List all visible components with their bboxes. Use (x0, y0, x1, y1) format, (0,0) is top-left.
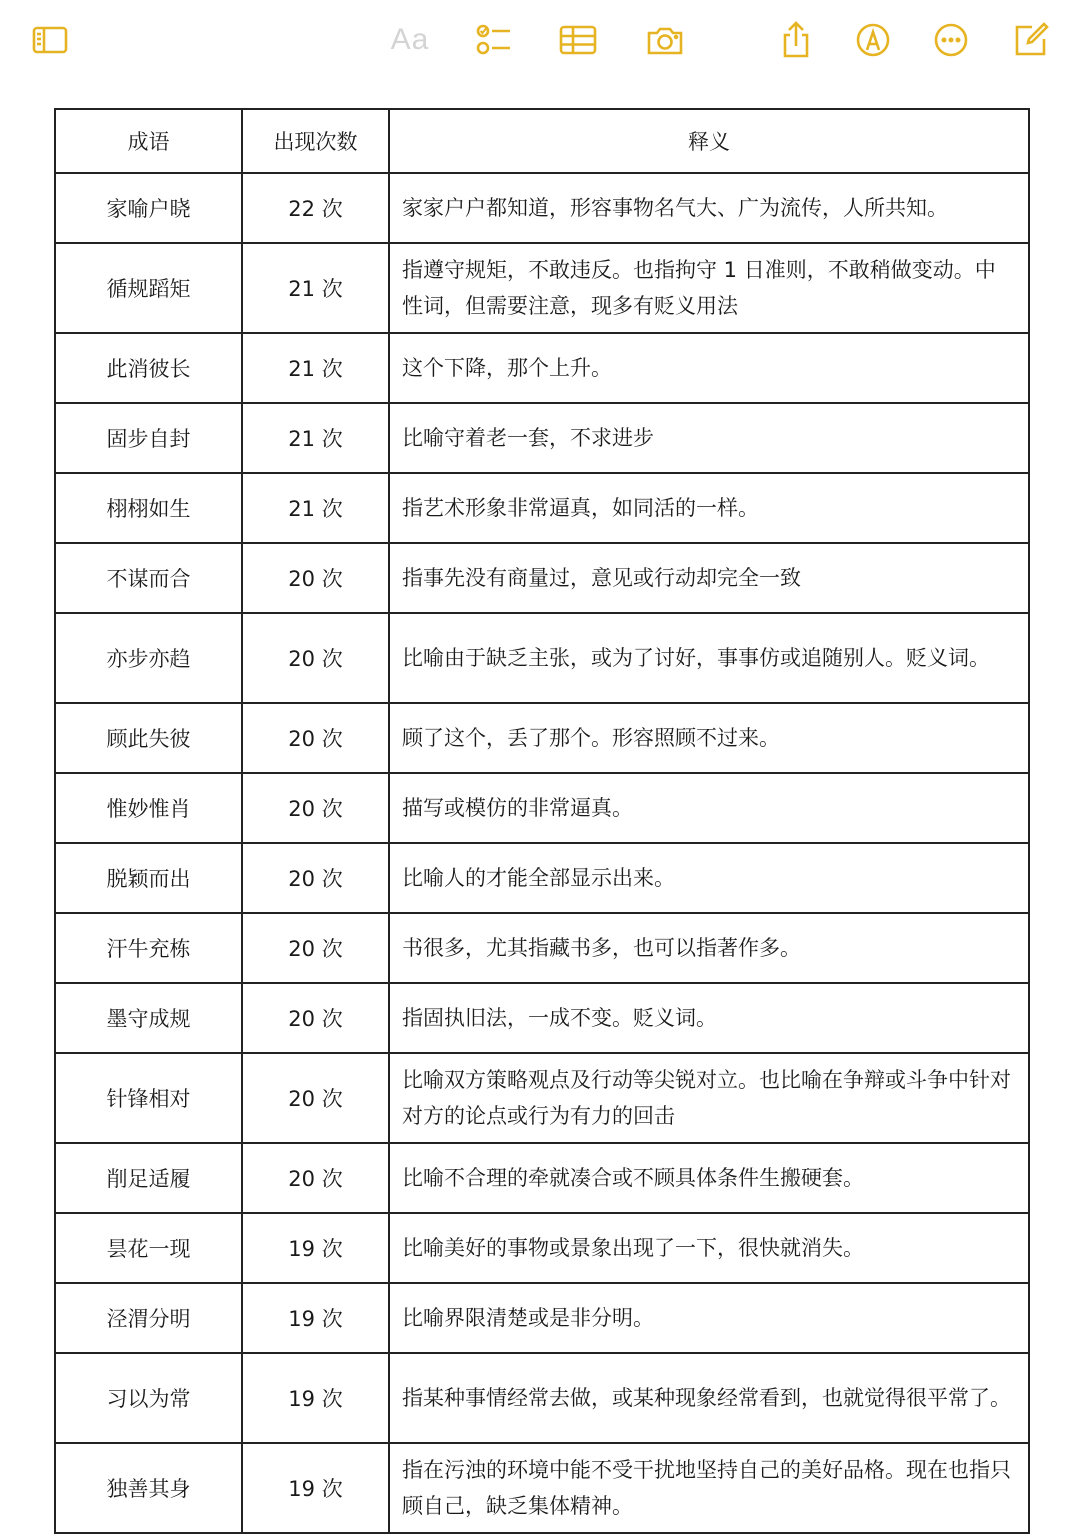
table-row (55, 913, 1029, 983)
idiom-cell[interactable]: 栩栩如生 (55, 473, 242, 543)
count-cell[interactable]: 21 次 (242, 333, 389, 403)
table-row (55, 543, 1029, 613)
idiom-cell[interactable]: 汗牛充栋 (55, 913, 242, 983)
idiom-cell[interactable]: 循规蹈矩 (55, 243, 242, 333)
count-cell[interactable]: 20 次 (242, 613, 389, 703)
idiom-cell[interactable]: 泾渭分明 (55, 1283, 242, 1353)
count-cell[interactable]: 22 次 (242, 173, 389, 243)
table-row (55, 1283, 1029, 1353)
meaning-cell[interactable]: 指艺术形象非常逼真，如同活的一样。 (389, 473, 1029, 543)
count-cell[interactable]: 20 次 (242, 1143, 389, 1213)
meaning-cell[interactable]: 比喻由于缺乏主张，或为了讨好，事事仿或追随别人。贬义词。 (389, 613, 1029, 703)
count-cell[interactable]: 20 次 (242, 543, 389, 613)
count-cell[interactable]: 21 次 (242, 403, 389, 473)
count-cell[interactable]: 20 次 (242, 703, 389, 773)
table-row (55, 1143, 1029, 1213)
share-icon (776, 20, 816, 60)
compose-icon (1010, 20, 1050, 60)
checklist-button[interactable] (472, 18, 516, 62)
count-cell[interactable]: 19 次 (242, 1283, 389, 1353)
notes-toolbar (0, 0, 1080, 80)
table-row (55, 703, 1029, 773)
text-format-button[interactable] (388, 18, 432, 62)
count-cell[interactable]: 21 次 (242, 243, 389, 333)
table-row (55, 333, 1029, 403)
table-button[interactable] (556, 18, 600, 62)
count-cell[interactable]: 21 次 (242, 473, 389, 543)
idiom-cell[interactable]: 独善其身 (55, 1443, 242, 1533)
share-button[interactable] (774, 18, 818, 62)
table-row (55, 173, 1029, 243)
count-cell[interactable]: 20 次 (242, 1053, 389, 1143)
ellipsis-circle-icon (931, 20, 971, 60)
idiom-cell[interactable]: 针锋相对 (55, 1053, 242, 1143)
count-cell[interactable]: 20 次 (242, 983, 389, 1053)
table-header-row (55, 109, 1029, 173)
meaning-cell[interactable]: 这个下降，那个上升。 (389, 333, 1029, 403)
table-row (55, 1053, 1029, 1143)
table-row (55, 613, 1029, 703)
meaning-cell[interactable]: 指事先没有商量过，意见或行动却完全一致 (389, 543, 1029, 613)
meaning-cell[interactable]: 书很多，尤其指藏书多，也可以指著作多。 (389, 913, 1029, 983)
table-body (55, 173, 1029, 1533)
meaning-cell[interactable]: 比喻美好的事物或景象出现了一下，很快就消失。 (389, 1213, 1029, 1283)
idiom-cell[interactable]: 不谋而合 (55, 543, 242, 613)
table-row (55, 773, 1029, 843)
meaning-cell[interactable]: 比喻不合理的牵就凑合或不顾具体条件生搬硬套。 (389, 1143, 1029, 1213)
table-row (55, 473, 1029, 543)
idiom-cell[interactable]: 墨守成规 (55, 983, 242, 1053)
camera-icon (645, 20, 685, 60)
meaning-cell[interactable]: 比喻守着老一套，不求进步 (389, 403, 1029, 473)
idiom-cell[interactable]: 削足适履 (55, 1143, 242, 1213)
meaning-cell[interactable]: 指在污浊的环境中能不受干扰地坚持自己的美好品格。现在也指只顾自己，缺乏集体精神。 (389, 1443, 1029, 1533)
count-cell[interactable]: 20 次 (242, 773, 389, 843)
markup-button[interactable] (851, 18, 895, 62)
camera-button[interactable] (643, 18, 687, 62)
idiom-cell[interactable]: 固步自封 (55, 403, 242, 473)
more-options-button[interactable] (929, 18, 973, 62)
idiom-cell[interactable]: 家喻户晓 (55, 173, 242, 243)
text-format-label: Aa (390, 23, 430, 56)
meaning-cell[interactable]: 顾了这个，丢了那个。形容照顾不过来。 (389, 703, 1029, 773)
table-row (55, 843, 1029, 913)
markup-pen-icon (853, 20, 893, 60)
table-row (55, 243, 1029, 333)
meaning-cell[interactable]: 家家户户都知道，形容事物名气大、广为流传，人所共知。 (389, 173, 1029, 243)
note-table-container (54, 108, 1028, 1534)
table-row (55, 1353, 1029, 1443)
table-row (55, 983, 1029, 1053)
table-row (55, 1443, 1029, 1533)
meaning-cell[interactable]: 指遵守规矩，不敢违反。也指拘守 1 日准则，不敢稍做变动。中性词，但需要注意，现多有贬义用法 (389, 243, 1029, 333)
header-idiom: 成语 (55, 109, 242, 173)
idiom-cell[interactable]: 惟妙惟肖 (55, 773, 242, 843)
table-row (55, 1213, 1029, 1283)
idiom-cell[interactable]: 昙花一现 (55, 1213, 242, 1283)
idiom-cell[interactable]: 习以为常 (55, 1353, 242, 1443)
count-cell[interactable]: 19 次 (242, 1443, 389, 1533)
meaning-cell[interactable]: 指某种事情经常去做，或某种现象经常看到，也就觉得很平常了。 (389, 1353, 1029, 1443)
sidebar-toggle-button[interactable] (28, 18, 72, 62)
meaning-cell[interactable]: 描写或模仿的非常逼真。 (389, 773, 1029, 843)
table-icon (558, 20, 598, 60)
table-row (55, 403, 1029, 473)
meaning-cell[interactable]: 比喻人的才能全部显示出来。 (389, 843, 1029, 913)
header-meaning: 释义 (389, 109, 1029, 173)
count-cell[interactable]: 19 次 (242, 1353, 389, 1443)
count-cell[interactable]: 20 次 (242, 913, 389, 983)
meaning-cell[interactable]: 指固执旧法，一成不变。贬义词。 (389, 983, 1029, 1053)
idiom-table[interactable] (54, 108, 1030, 1534)
count-cell[interactable]: 20 次 (242, 843, 389, 913)
idiom-cell[interactable]: 顾此失彼 (55, 703, 242, 773)
sidebar-icon (30, 20, 70, 60)
header-count: 出现次数 (242, 109, 389, 173)
idiom-cell[interactable]: 脱颖而出 (55, 843, 242, 913)
compose-button[interactable] (1008, 18, 1052, 62)
checklist-icon (474, 20, 514, 60)
meaning-cell[interactable]: 比喻界限清楚或是非分明。 (389, 1283, 1029, 1353)
idiom-cell[interactable]: 此消彼长 (55, 333, 242, 403)
meaning-cell[interactable]: 比喻双方策略观点及行动等尖锐对立。也比喻在争辩或斗争中针对对方的论点或行为有力的回击 (389, 1053, 1029, 1143)
count-cell[interactable]: 19 次 (242, 1213, 389, 1283)
idiom-cell[interactable]: 亦步亦趋 (55, 613, 242, 703)
